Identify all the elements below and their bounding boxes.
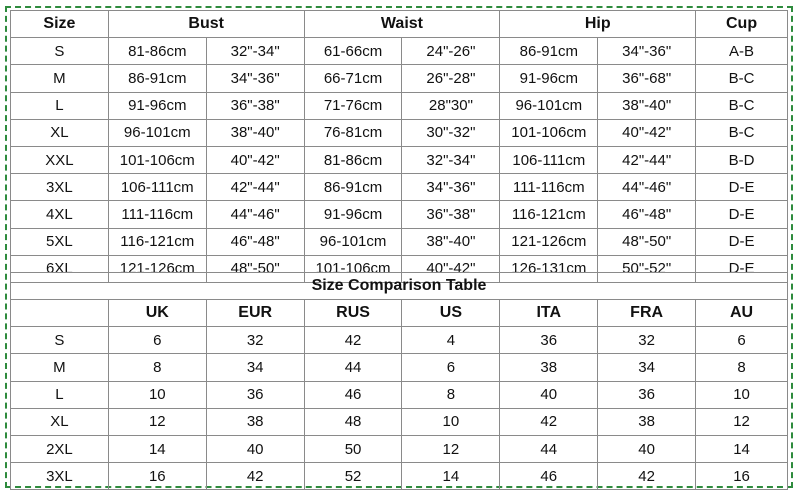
size-cell-waist-cm: 71-76cm [304,92,402,119]
size-table-row [11,65,788,92]
comparison-header-cell: US [402,300,500,327]
size-cell-bust-in: 48"-50" [206,255,304,282]
comparison-cell-value: 10 [402,408,500,435]
size-cell-hip-in: 42"-44" [598,146,696,173]
size-cell-size: M [11,65,109,92]
size-cell-waist-cm: 61-66cm [304,38,402,65]
size-cell-hip-cm: 121-126cm [500,228,598,255]
size-cell-size: 4XL [11,201,109,228]
comparison-cell-value: 8 [108,354,206,381]
size-table-body [11,11,788,283]
size-cell-hip-in: 34"-36" [598,38,696,65]
size-cell-hip-in: 48"-50" [598,228,696,255]
size-table-row [11,174,788,201]
size-table-row [11,146,788,173]
size-cell-bust-cm: 106-111cm [108,174,206,201]
comparison-cell-value: 16 [696,463,788,490]
size-cell-size: XXL [11,146,109,173]
comparison-cell-value: 50 [304,435,402,462]
comparison-cell-value: 36 [598,381,696,408]
size-cell-cup: B-C [696,65,788,92]
size-cell-waist-cm: 86-91cm [304,174,402,201]
comparison-cell-value: 48 [304,408,402,435]
size-cell-hip-in: 44"-46" [598,174,696,201]
comparison-table-row [11,354,788,381]
size-cell-hip-in: 40"-42" [598,119,696,146]
comparison-table-row [11,327,788,354]
size-cell-bust-cm: 121-126cm [108,255,206,282]
comparison-cell-value: 4 [402,327,500,354]
size-cell-waist-in: 38"-40" [402,228,500,255]
size-cell-size: L [11,92,109,119]
size-cell-waist-in: 26"-28" [402,65,500,92]
comparison-cell-value: 32 [598,327,696,354]
comparison-cell-size: XL [11,408,109,435]
comparison-cell-value: 44 [304,354,402,381]
comparison-cell-value: 36 [500,327,598,354]
comparison-cell-value: 34 [598,354,696,381]
size-chart-frame [5,6,793,488]
size-cell-cup: B-C [696,119,788,146]
size-cell-waist-in: 36"-38" [402,201,500,228]
header-bust: Bust [108,11,304,38]
size-cell-cup: D-E [696,255,788,282]
size-cell-cup: D-E [696,201,788,228]
size-cell-hip-cm: 126-131cm [500,255,598,282]
size-table-header [11,11,788,38]
comparison-cell-size: 3XL [11,463,109,490]
size-cell-bust-cm: 86-91cm [108,65,206,92]
comparison-cell-value: 14 [402,463,500,490]
size-cell-hip-cm: 86-91cm [500,38,598,65]
comparison-table-row [11,408,788,435]
size-table-row [11,92,788,119]
size-cell-waist-in: 28"30" [402,92,500,119]
header-waist: Waist [304,11,500,38]
comparison-cell-value: 6 [696,327,788,354]
size-table-row [11,38,788,65]
size-cell-size: 5XL [11,228,109,255]
size-cell-hip-cm: 116-121cm [500,201,598,228]
comparison-cell-value: 6 [402,354,500,381]
size-cell-waist-in: 34"-36" [402,174,500,201]
comparison-title: Size Comparison Table [10,272,788,299]
size-cell-waist-cm: 76-81cm [304,119,402,146]
size-table-row [11,228,788,255]
comparison-cell-value: 42 [598,463,696,490]
comparison-cell-size: M [11,354,109,381]
size-cell-waist-cm: 101-106cm [304,255,402,282]
comparison-table-body [11,300,788,490]
size-cell-cup: D-E [696,228,788,255]
comparison-table-row [11,435,788,462]
comparison-cell-value: 40 [206,435,304,462]
size-cell-hip-cm: 111-116cm [500,174,598,201]
size-cell-bust-in: 34"-36" [206,65,304,92]
size-cell-hip-cm: 101-106cm [500,119,598,146]
size-cell-bust-in: 32"-34" [206,38,304,65]
comparison-cell-value: 6 [108,327,206,354]
size-cell-bust-in: 44"-46" [206,201,304,228]
size-cell-bust-in: 38"-40" [206,119,304,146]
comparison-header-cell: EUR [206,300,304,327]
comparison-header-cell: FRA [598,300,696,327]
size-cell-bust-in: 42"-44" [206,174,304,201]
size-cell-hip-cm: 91-96cm [500,65,598,92]
comparison-cell-size: L [11,381,109,408]
size-cell-waist-cm: 81-86cm [304,146,402,173]
size-cell-hip-in: 50"-52" [598,255,696,282]
size-table-row [11,119,788,146]
comparison-header-cell: RUS [304,300,402,327]
size-cell-cup: B-D [696,146,788,173]
comparison-table-row [11,463,788,490]
comparison-cell-value: 40 [500,381,598,408]
header-size: Size [11,11,109,38]
comparison-cell-value: 42 [304,327,402,354]
comparison-cell-value: 32 [206,327,304,354]
size-cell-waist-cm: 91-96cm [304,201,402,228]
size-cell-waist-cm: 96-101cm [304,228,402,255]
size-cell-hip-in: 38"-40" [598,92,696,119]
size-cell-bust-in: 36"-38" [206,92,304,119]
comparison-cell-value: 38 [598,408,696,435]
comparison-cell-value: 14 [108,435,206,462]
size-cell-bust-cm: 81-86cm [108,38,206,65]
comparison-cell-value: 46 [304,381,402,408]
size-cell-size: 6XL [11,255,109,282]
size-cell-waist-in: 32"-34" [402,146,500,173]
comparison-cell-value: 40 [598,435,696,462]
comparison-cell-value: 12 [696,408,788,435]
comparison-cell-value: 42 [206,463,304,490]
size-cell-hip-in: 46"-48" [598,201,696,228]
size-cell-hip-cm: 106-111cm [500,146,598,173]
size-cell-size: 3XL [11,174,109,201]
header-cup: Cup [696,11,788,38]
size-cell-bust-cm: 116-121cm [108,228,206,255]
comparison-cell-value: 38 [500,354,598,381]
size-cell-waist-in: 24"-26" [402,38,500,65]
comparison-cell-value: 10 [108,381,206,408]
header-hip: Hip [500,11,696,38]
size-cell-bust-in: 46"-48" [206,228,304,255]
comparison-header-cell: ITA [500,300,598,327]
size-cell-bust-cm: 91-96cm [108,92,206,119]
size-cell-bust-cm: 111-116cm [108,201,206,228]
comparison-cell-value: 52 [304,463,402,490]
comparison-cell-value: 8 [696,354,788,381]
comparison-cell-value: 12 [402,435,500,462]
size-cell-size: S [11,38,109,65]
size-table-row [11,201,788,228]
comparison-cell-size: 2XL [11,435,109,462]
size-cell-hip-in: 36"-68" [598,65,696,92]
comparison-cell-value: 14 [696,435,788,462]
comparison-cell-value: 38 [206,408,304,435]
comparison-cell-value: 12 [108,408,206,435]
comparison-header-cell: AU [696,300,788,327]
size-cell-bust-cm: 101-106cm [108,146,206,173]
comparison-cell-value: 36 [206,381,304,408]
comparison-cell-size: S [11,327,109,354]
size-cell-size: XL [11,119,109,146]
comparison-cell-value: 10 [696,381,788,408]
comparison-cell-value: 46 [500,463,598,490]
size-cell-waist-in: 30"-32" [402,119,500,146]
size-cell-waist-in: 40"-42" [402,255,500,282]
size-cell-cup: B-C [696,92,788,119]
size-cell-waist-cm: 66-71cm [304,65,402,92]
size-cell-cup: D-E [696,174,788,201]
comparison-cell-value: 16 [108,463,206,490]
comparison-cell-value: 42 [500,408,598,435]
comparison-table-row [11,381,788,408]
comparison-header-cell: UK [108,300,206,327]
comparison-cell-value: 44 [500,435,598,462]
comparison-cell-value: 8 [402,381,500,408]
comparison-table [10,299,788,490]
size-cell-bust-in: 40"-42" [206,146,304,173]
size-cell-cup: A-B [696,38,788,65]
size-cell-bust-cm: 96-101cm [108,119,206,146]
comparison-header-cell [11,300,109,327]
size-table [10,10,788,283]
comparison-table-header [11,300,788,327]
comparison-cell-value: 34 [206,354,304,381]
size-cell-hip-cm: 96-101cm [500,92,598,119]
